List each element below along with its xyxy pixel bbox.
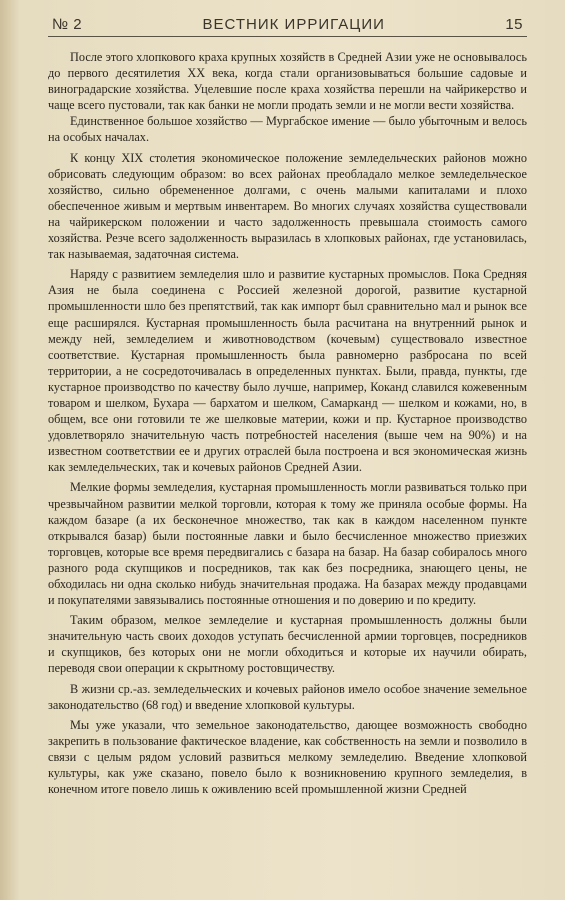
article-body [48, 49, 527, 797]
paragraph: К концу XIX столетия экономическое положение земледельческих районов можно обрисовать следующим образом: во всех районах преобладало мелкое земледельческое хозяйство, сильно обремененное долгами, с очень малыми капиталами и плохо обеспеченное живым и мертвым инвентарем. Во многих случаях хозяйства существовали на чайрикерском положении и часто задолженность превышала стоимость самого хозяйства. Резче всего задолженность выразилась в хлопковых районах, где установилась, так называемая, задаточная система. [48, 150, 527, 262]
paragraph: Таким образом, мелкое земледелие и кустарная промышленность должны были значительную часть своих доходов уступать бесчисленной армии торговцев, посредников и скупщиков, без которых они не могли обходиться и которые их научили обирать, переводя свои операции к скрытному ростовщичеству. [48, 613, 527, 676]
running-header [48, 16, 527, 37]
page-number: 15 [505, 16, 523, 33]
paragraph: Мелкие формы земледелия, кустарная промышленность могли развиваться только при чрезвычайном развитии мелкой торговли, которая к тому же приняла особые формы. На каждом базаре (а их бесконечное множество, так как в каждом населенном пункте открывался базар) были постоянные лавки и было бесчисленное множество приезжих торговцев, которые все время передвигались с базара на базар. На базар собиралось много разного рода скупщиков и посредников, так как без посредника, знающего цены, не обходилась ни одна сколько нибудь значительная продажа. На базарах между продавцами и покупателями завязывались постоянные отношения и по доверию и по кредиту. [48, 480, 527, 608]
journal-title: ВЕСТНИК ИРРИГАЦИИ [202, 16, 385, 33]
paragraph: После этого хлопкового краха крупных хозяйств в Средней Азии уже не основывалось до первого десятилетия XX века, когда стали организовываться большие садовые и виноградарские хозяйства. Уцелевшие после краха хозяйства перешли на чайрикерство и чаще всего пустовали, так как банки не могли продать земли и не могли вести хозяйства. [48, 50, 527, 113]
issue-number: № 2 [52, 16, 83, 33]
paragraph: Мы уже указали, что земельное законодательство, дающее возможность свободно закрепить в пользование фактическое владение, как собственность на земли и позволило в связи с целым рядом условий развиться мелкому земледелию. Введение хлопковой культуры, как уже сказано, повело было к возникновению крупного земледелия, в конечном итоге повело лишь к оживлению всей промышленной жизни Средней [48, 717, 527, 797]
paragraph: Наряду с развитием земледелия шло и развитие кустарных промыслов. Пока Средняя Азия не была соединена с Россией железной дорогой, развитие кустарной промышленности шло без препятствий, так как импорт был сравнительно мал и рынок все еще расширялся. Кустарная промышленность была расчитана на внутренний рынок и между ней, земледелием и животноводством (кочевым) существовало известное соответствие. Кустарная промышленность была равномерно разбросана по всей территории, а не сосредоточивалась в определенных пунктах. Были, правда, пункты, где кустарное производство по качеству было лучше, например, Коканд славился кожевенным товаром и шелком, Бухара — бархатом и шелком, Самарканд — шелком и кожами, но, в общем, все они готовили те же шелковые материи, кожи и пр. Кустарное производство удовлетворяло значительную часть потребностей населения (выше чем на 90%) и на известном соответствии ее и других отраслей была построена и вся экономическая жизнь как земледельческих, так и кочевых районов Средней Азии. [48, 267, 527, 475]
paragraph: Единственное большое хозяйство — Мургабское имение — было убыточным и велось на особых началах. [48, 114, 527, 145]
paragraph: В жизни ср.-аз. земледельческих и кочевых районов имело особое значение земельное законодательство (68 год) и введение хлопковой культуры. [48, 681, 527, 712]
